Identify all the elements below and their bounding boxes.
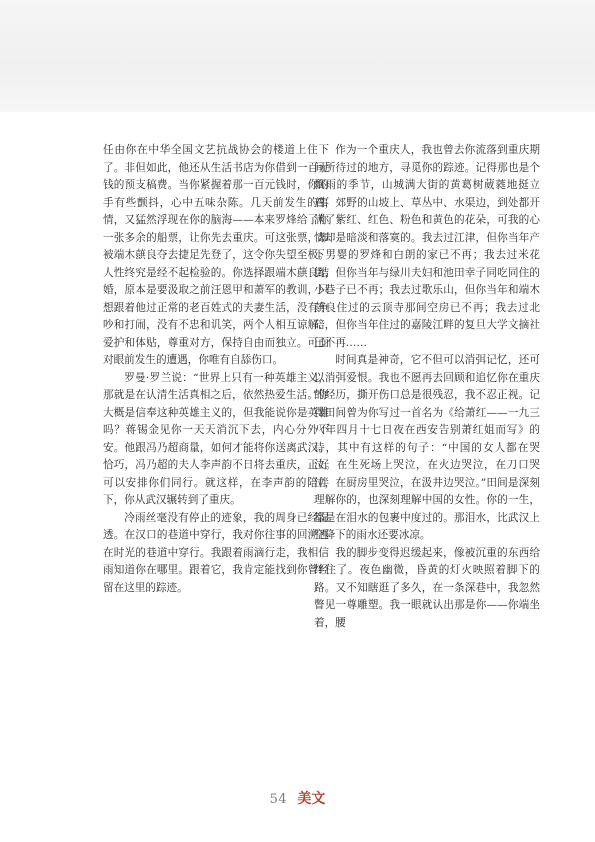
paragraph: 时间真是神奇，它不但可以消弭记忆，还可以消弭爱恨。我也不愿再去回顾和追忆你在重庆的经历，撕开伤口总是很残忍，我不忍正视。记得田间曾为你写过一首名为《给萧红——一九三八年四月十七日夜在西安告别萧红姐而写》的诗，其中有这样的句子：“中国的女人都在哭泣。在生死场上哭泣，在火边哭泣，在刀口哭泣，在厨房里哭泣，在汲井边哭泣。”田间是深刻理解你的，也深刻理解中国的女性。你的一生，都是在泪水的包裹中度过的。那泪水，比武汉上空降下的雨水还要冰凉。 — [314, 354, 540, 541]
paragraph: 罗曼·罗兰说：“世界上只有一种英雄主义，那就是在认清生活真相之后，依然热爱生活。”你大概是信奉这种英雄主义的，但我能说你是英雄吗？蒋锡金见你一天天消沉下去，内心分外不安。他跟冯乃超商量，如何才能将你送离武汉。恰巧，冯乃超的夫人李声韵不日将去重庆，正好可以安排你们同行。就这样，在李声韵的陪伴下，你从武汉辗转到了重庆。 — [103, 371, 329, 506]
article-right-column — [314, 142, 540, 632]
paragraph: 冷雨丝毫没有停止的迹象，我的周身已经湿透。在汉口的巷道中穿行，我对你往事的回溯也在时光的巷道中穿行。我跟着雨滴行走，我相信雨知道你在哪里。跟着它，我肯定能找到你曾经留在这里的踪迹。 — [103, 511, 329, 594]
article-left-column — [103, 142, 329, 597]
page-number: 54 — [269, 792, 288, 807]
paragraph: 作为一个重庆人，我也曾去你流落到重庆期间所待过的地方，寻觅你的踪迹。记得那也是个飘雨的季节，山城满大街的黄葛树葳蕤地挺立着，郊野的山坡上、草丛中、水渠边，到处都开满了紫红、红色、粉色和黄色的花朵，可我的心情却是暗淡和落寞的。我去过江津，但你当年产下男婴的罗烽和白朗的家已不再；我去过米花街，但你当年与绿川夫妇和池田幸子同吃同住的小巷子已不再；我去过歌乐山，但你当年和端木蕻良住过的云顶寺那间空房已不再；我去过北碚，但你当年住过的嘉陵江畔的复旦大学文摘社已不再…… — [314, 144, 540, 349]
paragraph: 任由你在中华全国文艺抗战协会的楼道上住下了。非但如此，他还从生活书店为你借到一百元钱的预支稿费。当你紧握着那一百元钱时，你的手有些颤抖，心中五味杂陈。几天前发生的事情，又猛然浮现在你的脑海——本来罗烽给了你一张多余的船票，让你先去重庆。可这张票，却被端木蕻良夺去捷足先登了，这令你失望至极。人性终究是经不起检验的。你选择跟端木蕻良结婚，原本是要汲取之前汪恩甲和萧军的教训，只想跟着他过正常的老百姓式的夫妻生活，没有争吵和打闹，没有不忠和讥笑，两个人相互谅解、爱护和体贴，尊重对方，保持自由而独立。可面对眼前发生的遭遇，你唯有自舔伤口。 — [103, 144, 329, 366]
magazine-logo: 美文 — [297, 791, 326, 807]
paragraph: 我的脚步变得迟缓起来，像被沉重的东西给绊住了。夜色幽微，昏黄的灯火映照着脚下的路。又不知瞎逛了多久，在一条深巷中，我忽然瞥见一尊雕塑。我一眼就认出那是你——你端坐着，腰 — [314, 546, 540, 629]
page-footer — [0, 788, 595, 808]
header-image-band — [0, 0, 595, 112]
